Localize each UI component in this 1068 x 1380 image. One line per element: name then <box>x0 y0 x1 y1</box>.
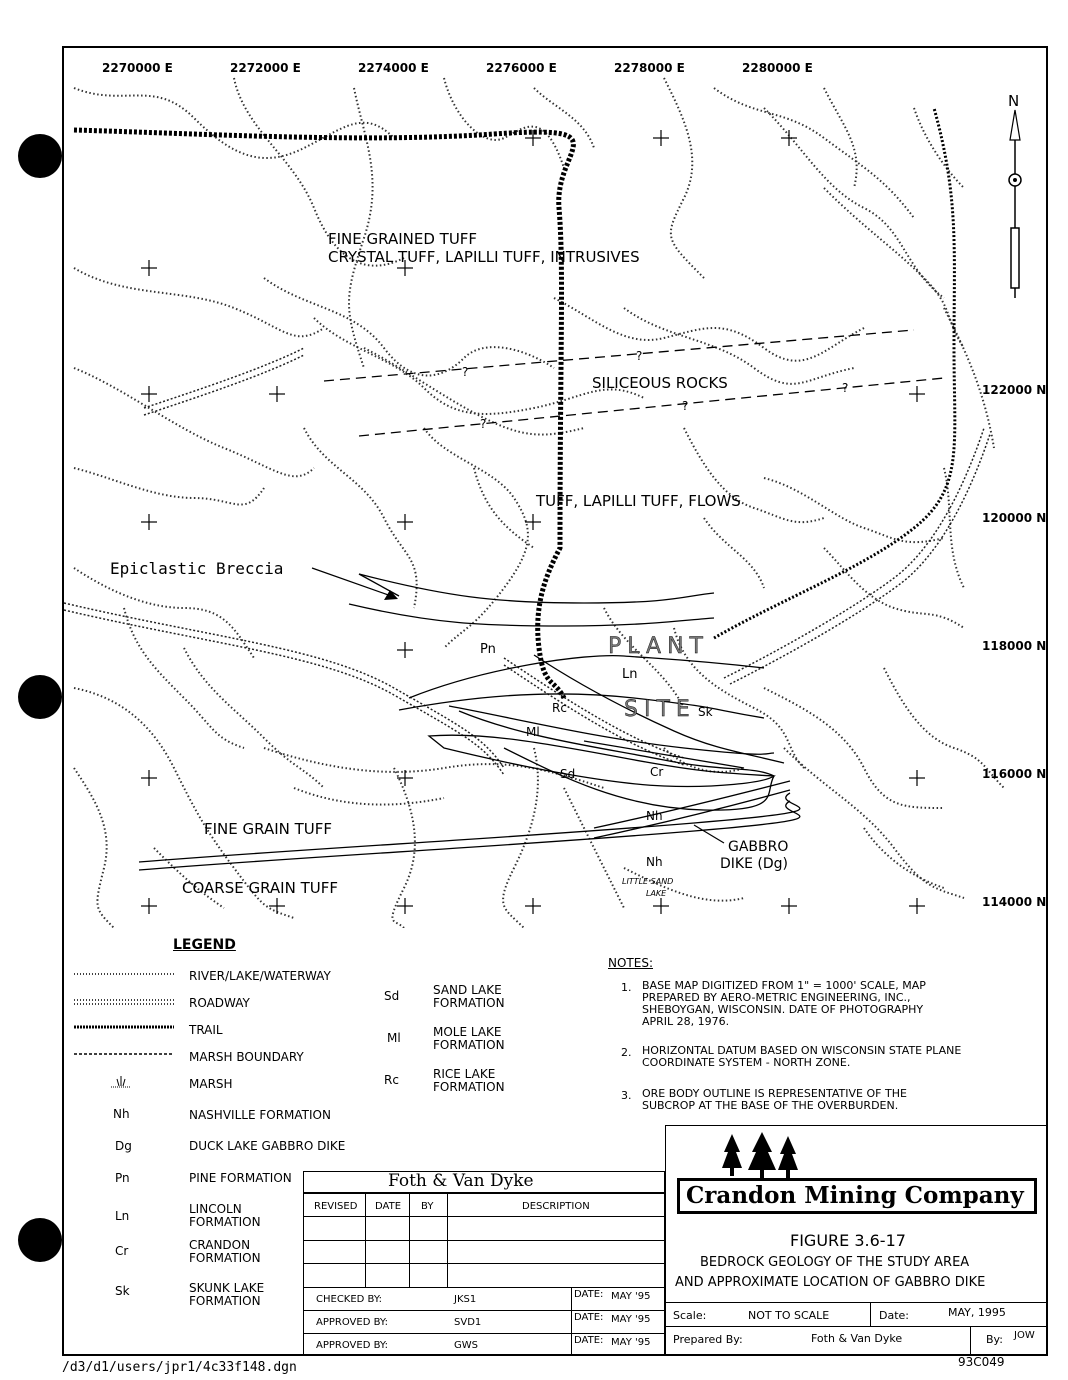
note-line: SHEBOYGAN, WISCONSIN. DATE OF PHOTOGRAPHY <box>642 1003 924 1016</box>
file-path: /d3/d1/users/jpr1/4c33f148.dgn <box>62 1360 297 1375</box>
east-road <box>714 108 955 638</box>
approved-by-initials: SVD1 <box>454 1317 482 1328</box>
checked-by-initials: JKS1 <box>454 1294 477 1305</box>
legend-item-label: FORMATION <box>433 1080 505 1094</box>
by-value: JOW <box>1014 1330 1035 1341</box>
binder-hole-bottom <box>18 1218 62 1262</box>
legend-item-label: SAND LAKE <box>433 983 502 997</box>
company-name: Crandon Mining Company <box>686 1182 1024 1209</box>
legend-line-label: ROADWAY <box>189 996 250 1010</box>
northing-label: 114000 N <box>982 895 1047 909</box>
trees-logo <box>722 1130 802 1180</box>
revision-header-date: DATE <box>375 1201 402 1212</box>
note-number: 3. <box>621 1089 632 1102</box>
legend-line-label: TRAIL <box>189 1023 223 1037</box>
date-value: MAY, 1995 <box>948 1306 1006 1319</box>
north-arrow <box>1009 110 1021 298</box>
legend-symbol: Sd <box>384 989 400 1003</box>
row-divider <box>303 1310 665 1311</box>
gabbro-leader <box>694 825 724 843</box>
note-number: 1. <box>621 981 632 994</box>
northing-label: 120000 N <box>982 511 1047 525</box>
query-mark: ? <box>480 417 487 431</box>
checked-by-label: CHECKED BY: <box>316 1294 383 1305</box>
scale-value: NOT TO SCALE <box>748 1309 830 1322</box>
legend-item-label: LINCOLN <box>189 1202 242 1216</box>
revision-header-revised: REVISED <box>314 1201 358 1212</box>
epiclastic-arrow <box>312 568 398 600</box>
date-label: DATE: <box>574 1312 604 1323</box>
label-sk: Sk <box>698 705 713 719</box>
note-line: PREPARED BY AERO-METRIC ENGINEERING, INC., <box>642 991 911 1004</box>
figure-description-line1: BEDROCK GEOLOGY OF THE STUDY AREA <box>700 1255 970 1270</box>
query-mark: ? <box>462 365 469 379</box>
label-nh-upper: Nh <box>646 809 663 823</box>
checked-date: MAY '95 <box>611 1291 651 1302</box>
legend-title: LEGEND <box>173 937 236 953</box>
legend-item-label: MARSH <box>189 1077 233 1091</box>
legend-item-label: DUCK LAKE GABBRO DIKE <box>189 1139 346 1153</box>
date-label: DATE: <box>574 1335 604 1346</box>
revision-header-description: DESCRIPTION <box>522 1201 590 1212</box>
easting-label: 2276000 E <box>486 61 557 75</box>
column-divider <box>870 1302 871 1326</box>
binder-hole-top <box>18 134 62 178</box>
figure-description-line2: AND APPROXIMATE LOCATION OF GABBRO DIKE <box>675 1275 986 1290</box>
note-number: 2. <box>621 1046 632 1059</box>
notes-title: NOTES: <box>608 956 653 970</box>
northing-label: 116000 N <box>982 767 1047 781</box>
label-tuff-flows: TUFF, LAPILLI TUFF, FLOWS <box>536 492 741 510</box>
legend-symbol: Ln <box>115 1209 130 1223</box>
approved-by-label: APPROVED BY: <box>316 1317 389 1328</box>
revision-firm: Foth & Van Dyke <box>388 1171 534 1191</box>
easting-label: 2270000 E <box>102 61 173 75</box>
label-cr: Cr <box>650 765 664 779</box>
label-gabbro: GABBRO <box>728 839 789 855</box>
figure-number: FIGURE 3.6-17 <box>790 1231 906 1250</box>
label-ml: Ml <box>526 725 540 739</box>
legend-item-label: SKUNK LAKE <box>189 1281 265 1295</box>
approved-date: MAY '95 <box>611 1337 651 1348</box>
legend-item-label: MOLE LAKE <box>433 1025 502 1039</box>
drawing-code: 93C049 <box>958 1355 1005 1369</box>
northing-label: 122000 N <box>982 383 1047 397</box>
note-line: APRIL 28, 1976. <box>642 1015 730 1028</box>
label-site: SITE <box>624 697 696 722</box>
row-divider <box>303 1240 665 1241</box>
northing-label: 118000 N <box>982 639 1047 653</box>
legend-item-label: FORMATION <box>189 1215 261 1229</box>
label-siliceous-rocks: SILICEOUS ROCKS <box>592 374 728 392</box>
column-divider <box>970 1326 971 1356</box>
legend-symbol: Pn <box>115 1171 130 1185</box>
northing-labels <box>982 383 1046 909</box>
easting-label: 2280000 E <box>742 61 813 75</box>
marsh-icon <box>109 1074 133 1090</box>
approved-date: MAY '95 <box>611 1314 651 1325</box>
label-crystal-tuff: CRYSTAL TUFF, LAPILLI TUFF, INTRUSIVES <box>328 248 640 266</box>
map-labels <box>110 230 848 898</box>
legend-item-label: FORMATION <box>189 1251 261 1265</box>
label-sd: Sd <box>560 767 576 781</box>
legend-line-symbols <box>74 968 184 1068</box>
legend-item-label: FORMATION <box>433 1038 505 1052</box>
legend-symbol: Sk <box>115 1284 130 1298</box>
label-little-sand: LITTLE SAND <box>622 877 674 886</box>
by-label: By: <box>986 1333 1003 1346</box>
prepared-by-value: Foth & Van Dyke <box>811 1332 903 1345</box>
query-mark: ? <box>636 349 643 363</box>
label-fine-grained-tuff: FINE GRAINED TUFF <box>328 230 478 248</box>
label-rc: Rc <box>552 701 567 715</box>
legend-item-label: FORMATION <box>189 1294 261 1308</box>
label-epiclastic-breccia: Epiclastic Breccia <box>110 559 284 578</box>
legend-symbol: Cr <box>115 1244 129 1258</box>
legend-item-label: RICE LAKE <box>433 1067 496 1081</box>
label-gabbro-dike: DIKE (Dg) <box>720 856 788 872</box>
label-plant: PLANT <box>608 634 709 659</box>
easting-label: 2272000 E <box>230 61 301 75</box>
legend-item-label: FORMATION <box>433 996 505 1010</box>
north-label: N <box>1008 92 1020 110</box>
binder-hole-middle <box>18 675 62 719</box>
revision-header-by: BY <box>421 1201 434 1212</box>
label-ln: Ln <box>622 667 638 682</box>
note-line: ORE BODY OUTLINE IS REPRESENTATIVE OF THE <box>642 1087 907 1100</box>
query-mark: ? <box>842 381 849 395</box>
legend-line-label: MARSH BOUNDARY <box>189 1050 304 1064</box>
label-pn: Pn <box>480 642 496 657</box>
legend-line-label: RIVER/LAKE/WATERWAY <box>189 969 331 983</box>
approved-by-initials: GWS <box>454 1340 478 1351</box>
legend-item-label: PINE FORMATION <box>189 1171 292 1185</box>
easting-label: 2274000 E <box>358 61 429 75</box>
legend-symbol: Rc <box>384 1073 399 1087</box>
label-fine-grain-tuff: FINE GRAIN TUFF <box>204 820 333 838</box>
legend-item-label: CRANDON <box>189 1238 251 1252</box>
query-mark: ? <box>682 399 689 413</box>
geology-map <box>64 48 1048 928</box>
row-divider <box>303 1263 665 1264</box>
note-line: SUBCROP AT THE BASE OF THE OVERBURDEN. <box>642 1099 899 1112</box>
easting-labels <box>102 61 813 75</box>
note-line: COORDINATE SYSTEM - NORTH ZONE. <box>642 1056 851 1069</box>
note-line: BASE MAP DIGITIZED FROM 1" = 1000' SCALE, MAP <box>642 979 926 992</box>
approved-by-label: APPROVED BY: <box>316 1340 389 1351</box>
easting-label: 2278000 E <box>614 61 685 75</box>
note-line: HORIZONTAL DATUM BASED ON WISCONSIN STATE PLANE <box>642 1044 962 1057</box>
legend-item-label: NASHVILLE FORMATION <box>189 1108 331 1122</box>
row-divider <box>665 1302 1048 1303</box>
row-divider <box>303 1333 665 1334</box>
legend-symbol: Nh <box>113 1107 130 1121</box>
scale-label: Scale: <box>673 1309 707 1322</box>
legend-symbol: Ml <box>387 1031 401 1045</box>
row-divider <box>665 1326 1048 1327</box>
legend-symbol: Dg <box>115 1139 132 1153</box>
column-divider <box>571 1287 572 1356</box>
prepared-by-label: Prepared By: <box>673 1333 743 1346</box>
label-lake: LAKE <box>646 889 667 898</box>
label-coarse-grain-tuff: COARSE GRAIN TUFF <box>182 879 338 897</box>
label-nh-lower: Nh <box>646 855 663 869</box>
date-label: Date: <box>879 1309 909 1322</box>
row-divider <box>303 1287 665 1288</box>
date-label: DATE: <box>574 1289 604 1300</box>
